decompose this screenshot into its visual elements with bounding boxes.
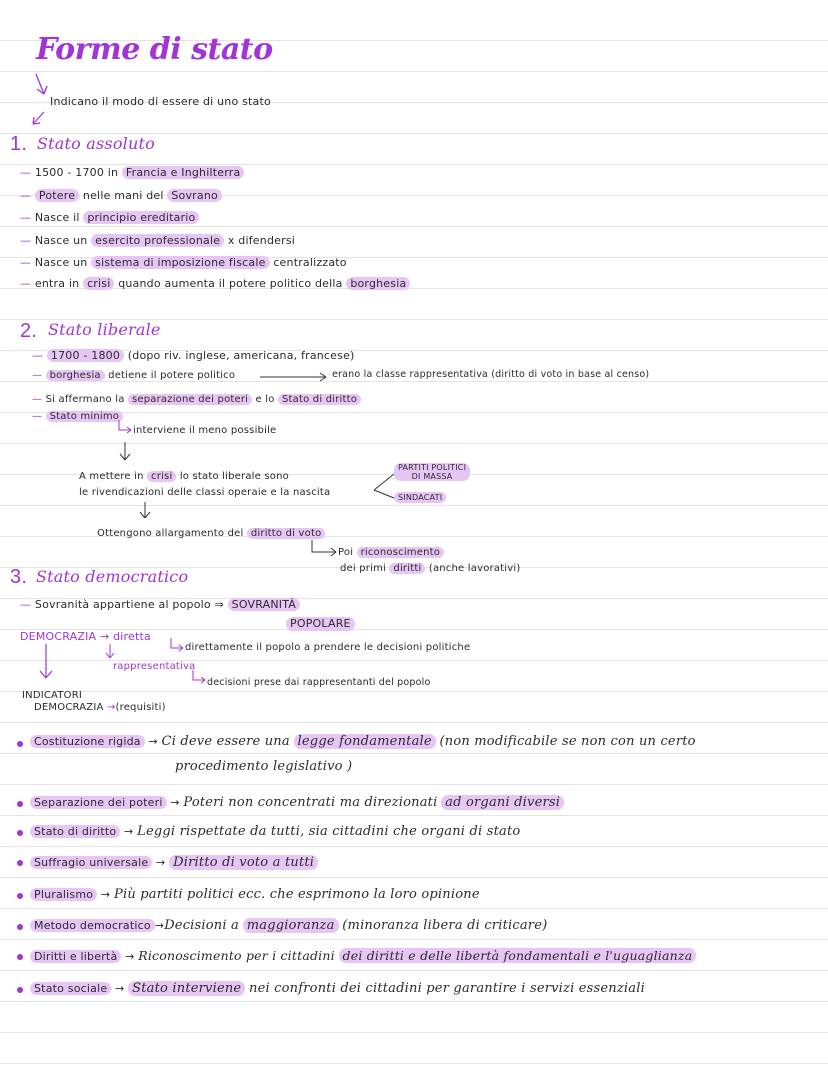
s2-line-4-desc: interviene il meno possibile — [133, 425, 277, 436]
bullet-dot — [17, 924, 23, 930]
subtitle: Indicano il modo di essere di uno stato — [50, 95, 271, 108]
s1-line-2: — Potere nelle mani del Sovrano — [20, 189, 222, 203]
s1-line-1: — 1500 - 1700 in Francia e Inghilterra — [20, 166, 244, 180]
bullet-dot — [17, 954, 23, 960]
indicator-pluralismo: Pluralismo → Più partiti politici ecc. che esprimono la loro opinione — [30, 887, 480, 903]
fork-arrow-icon — [372, 470, 396, 504]
page-title: Forme di stato — [36, 32, 273, 67]
democrazia-label: DEMOCRAZIA → diretta — [20, 630, 151, 643]
indicator-suffragio: Suffragio universale → Diritto di voto a tutti — [30, 855, 318, 871]
s2-line-2: — borghesia detiene il potere politico — [32, 370, 236, 381]
indicator-stato-diritto: Stato di diritto → Leggi rispettate da tutti, sia cittadini che organi di stato — [30, 824, 520, 840]
s2-line-1: — 1700 - 1800 (dopo riv. inglese, americana, francese) — [32, 349, 355, 362]
arrow-elbow-icon — [117, 420, 133, 436]
diretta-desc: direttamente il popolo a prendere le decisioni politiche — [185, 642, 471, 653]
section-1-number: 1. — [10, 133, 28, 155]
popolare-label: POPOLARE — [286, 617, 355, 631]
arrow-elbow-icon — [169, 638, 185, 654]
section-2-heading: Stato liberale — [48, 320, 161, 339]
indicator-stato-sociale: Stato sociale → Stato interviene nei confronti dei cittadini per garantire i servizi essenziali — [30, 981, 645, 997]
bullet-dot — [17, 741, 23, 747]
bullet-dot — [17, 830, 23, 836]
section-3-number: 3. — [10, 566, 28, 588]
arrow-down-icon — [117, 442, 133, 464]
section-3-heading: Stato democratico — [36, 567, 189, 586]
indicator-costituzione-cont: procedimento legislativo ) — [175, 759, 353, 774]
s1-line-3: — Nasce il principio ereditario — [20, 211, 199, 225]
indicator-costituzione: Costituzione rigida → Ci deve essere una legge fondamentale (non modificabile se non con un certo — [30, 734, 696, 750]
crisis-line-1: A mettere in crisi lo stato liberale sono — [79, 471, 289, 482]
section-2-number: 2. — [20, 320, 38, 342]
crisis-line-2: le rivendicazioni delle classi operaie e la nascita — [79, 487, 331, 498]
rappresentativa-desc: decisioni prese dai rappresentanti del popolo — [207, 677, 431, 688]
s2-line-3: — Si affermano la separazione dei poteri e lo Stato di diritto — [32, 393, 361, 407]
arrow-down-left-icon — [30, 110, 50, 130]
s1-line-6: — entra in crisi quando aumenta il potere politico della borghesia — [20, 277, 410, 291]
sindacati-label: SINDACATI — [394, 492, 446, 503]
arrow-elbow-icon — [191, 670, 207, 686]
vote-line: Ottengono allargamento del diritto di voto — [97, 527, 325, 541]
partiti-label: PARTITI POLITICI DI MASSA — [394, 463, 470, 481]
indicator-separazione: Separazione dei poteri → Poteri non concentrati ma direzionati ad organi diversi — [30, 795, 564, 811]
long-arrow-icon — [260, 372, 330, 382]
s2-line-2-consequence: erano la classe rappresentativa (diritto di voto in base al censo) — [332, 369, 650, 380]
s2-line-4: — Stato minimo — [32, 410, 123, 424]
arrow-down-icon — [38, 644, 54, 684]
arrow-elbow-icon — [310, 540, 340, 558]
s3-sovereignty-line: — Sovranità appartiene al popolo ⇒ SOVRANITÀ — [20, 598, 300, 612]
s1-line-5: — Nasce un sistema di imposizione fiscale centralizzato — [20, 256, 347, 269]
section-1-heading: Stato assoluto — [37, 134, 155, 153]
bullet-dot — [17, 801, 23, 807]
s1-line-4: — Nasce un esercito professionale x difendersi — [20, 234, 296, 247]
bullet-dot — [17, 893, 23, 899]
indicator-diritti: Diritti e libertà → Riconoscimento per i cittadini dei diritti e delle libertà fondamentali e l'uguaglianza — [30, 948, 696, 964]
rappresentativa-label: rappresentativa — [113, 661, 196, 672]
indicatori-label: INDICATORI DEMOCRAZIA →(requisiti) — [22, 690, 166, 713]
recognition-line-1: Poi riconoscimento — [338, 546, 444, 560]
arrow-down-icon — [137, 502, 153, 522]
indicator-metodo: Metodo democratico →Decisioni a maggioranza (minoranza libera di criticare) — [30, 918, 547, 934]
recognition-line-2: dei primi diritti (anche lavorativi) — [340, 563, 521, 574]
bullet-dot — [17, 860, 23, 866]
bullet-dot — [17, 987, 23, 993]
